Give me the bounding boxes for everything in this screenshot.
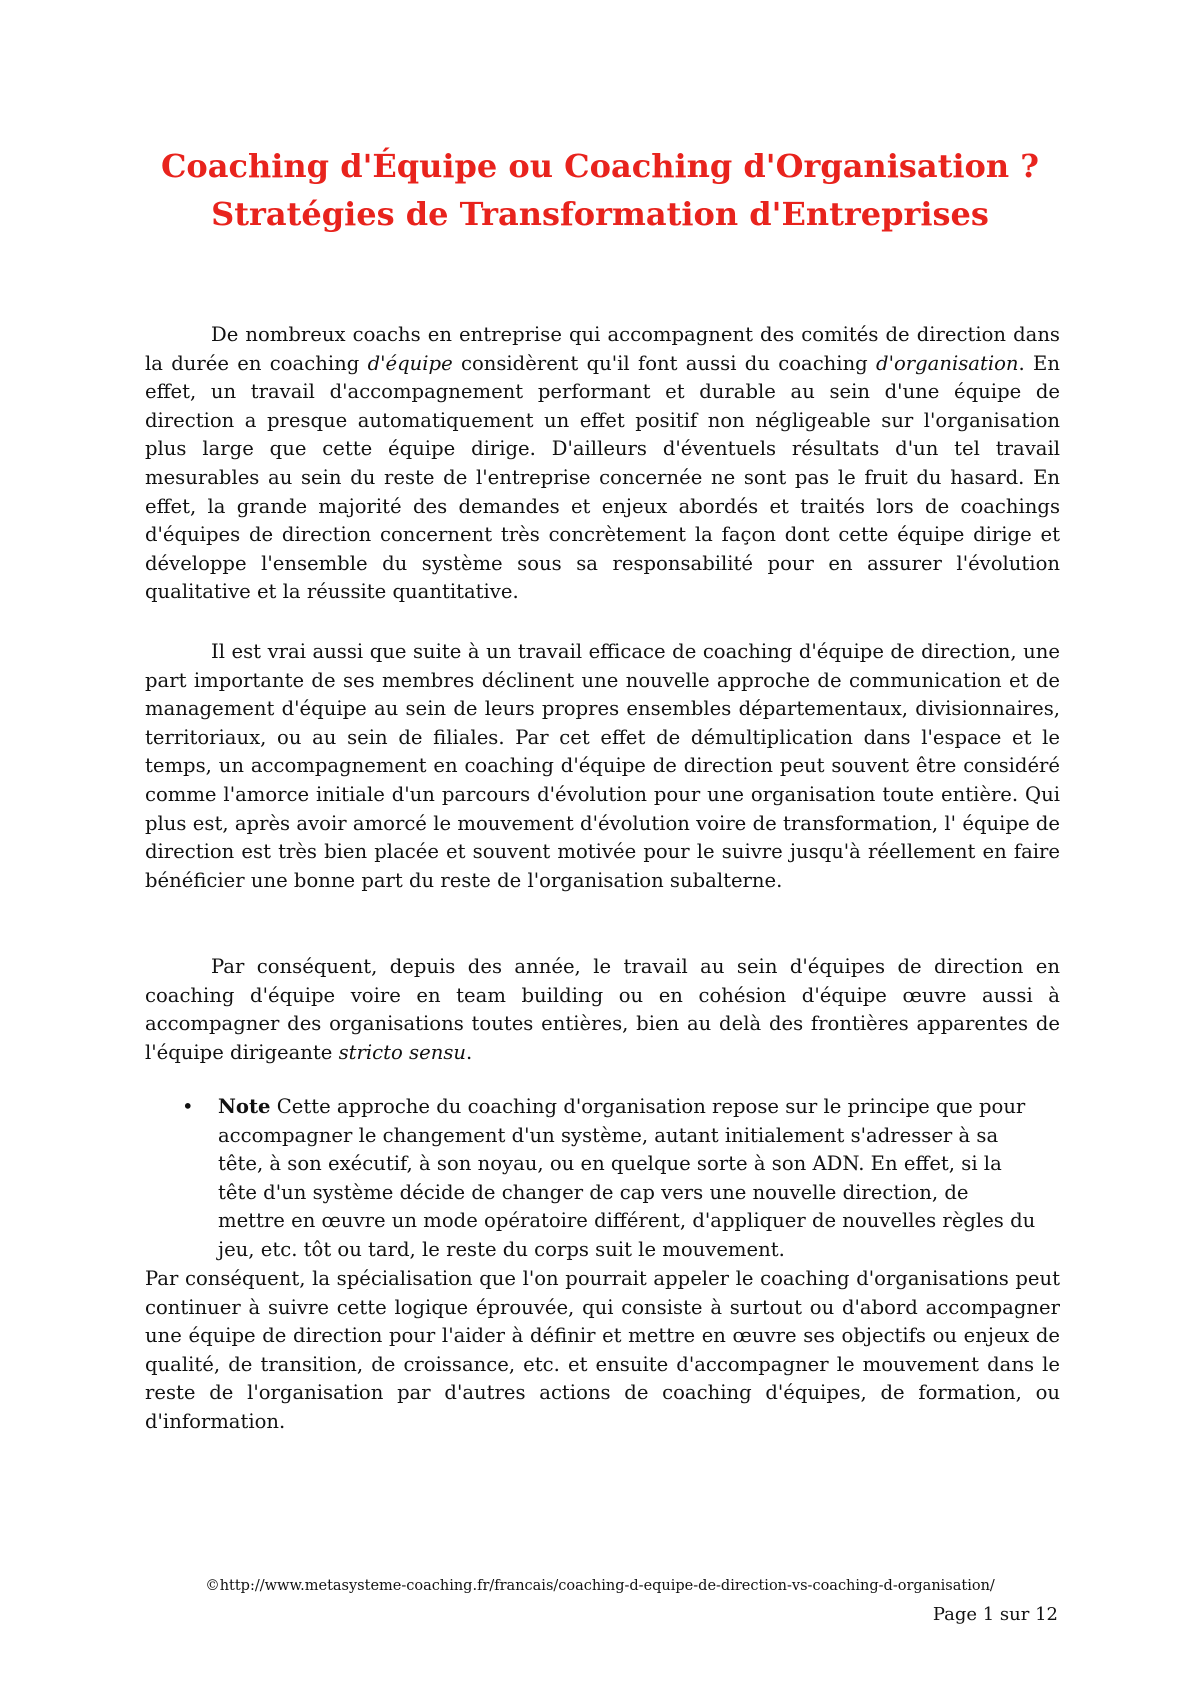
paragraph-intro-em1: d'équipe — [367, 351, 453, 375]
paragraph-intro-part2: considèrent qu'il font aussi du coaching — [452, 351, 877, 375]
paragraph-intro — [145, 321, 1060, 607]
page-number: Page 1 sur 12 — [932, 1604, 1058, 1625]
paragraph-intro-part1: De nombreux coachs en entreprise qui accompagnent des comités de direction dans la durée en coaching — [145, 323, 1060, 375]
note-paragraph — [218, 1093, 1038, 1265]
paragraph-third — [145, 953, 1060, 1067]
title-line-2: Stratégies de Transformation d'Entreprises — [211, 195, 989, 233]
paragraph-second: Il est vrai aussi que suite à un travail efficace de coaching d'équipe de direction, une part importante de ses membres déclinent une nouvelle approche de communication et de management d'équipe au sein de leurs propres ensembles départementaux, divisionnaires, territoriaux, ou au sein de filiales. Par cet effet de démultiplication dans l'espace et le temps, un accompagnement en coaching d'équipe de direction peut souvent être considéré comme l'amorce initiale d'un parcours d'évolution pour une organisation toute entière. Qui plus est, après avoir amorcé le mouvement d'évolution voire de transformation, l' équipe de direction est très bien placée et souvent motivée pour le suivre jusqu'à réellement en faire bénéficier une bonne part du reste de l'organisation subalterne. — [145, 640, 1060, 892]
note-label: Note — [218, 1095, 271, 1118]
paragraph-third-part2: . — [466, 1040, 473, 1064]
note-text: Cette approche du coaching d'organisation repose sur le principe que pour accompagner le changement d'un système, autant initialement s'adresser à sa tête, à son exécutif, à son noyau, ou en quelque sorte à son ADN. En effet, si la tête d'un système décide de changer de cap vers une nouvelle direction, de mettre en œuvre un mode opératoire différent, d'appliquer de nouvelles règles du jeu, etc. tôt ou tard, le reste du corps suit le mouvement. — [218, 1095, 1036, 1261]
paragraph-third-part1: Par conséquent, depuis des année, le travail au sein d'équipes de direction en coaching d'équipe voire en team building ou en cohésion d'équipe œuvre aussi à accompagner des organisations toutes entières, bien au delà des frontières apparentes de l'équipe dirigeante — [145, 955, 1060, 1064]
title-line-1: Coaching d'Équipe ou Coaching d'Organisation ? — [160, 147, 1040, 185]
document-title — [120, 142, 1080, 238]
paragraph-intro-part3: . En effet, un travail d'accompagnement performant et durable au sein d'une équipe de direction a presque automatiquement un effet positif non négligeable sur l'organisation plus large que cette équipe dirige. D'ailleurs d'éventuels résultats d'un tel travail mesurables au sein du reste de l'entreprise concernée ne sont pas le fruit du hasard. En effet, la grande majorité des demandes et enjeux abordés et traités lors de coachings d'équipes de direction concernent très concrètement la façon dont cette équipe dirige et développe l'ensemble du système sous sa responsabilité pour en assurer l'évolution qualitative et la réussite quantitative. — [145, 351, 1060, 604]
paragraph-third-em: stricto sensu — [338, 1040, 467, 1064]
paragraph-intro-em2: d'organisation — [876, 351, 1019, 375]
footer-source-link[interactable]: ©http://www.metasysteme-coaching.fr/francais/coaching-d-equipe-de-direction-vs-coaching-d-organisation/ — [205, 1578, 995, 1594]
note-bullet: • — [182, 1095, 194, 1118]
paragraph-conclusion: Par conséquent, la spécialisation que l'on pourrait appeler le coaching d'organisations peut continuer à suivre cette logique éprouvée, qui consiste à surtout ou d'abord accompagner une équipe de direction pour l'aider à définir et mettre en œuvre ses objectifs ou enjeux de qualité, de transition, de croissance, etc. et ensuite d'accompagner le mouvement dans le reste de l'organisation par d'autres actions de coaching d'équipes, de formation, ou d'information. — [145, 1267, 1060, 1433]
